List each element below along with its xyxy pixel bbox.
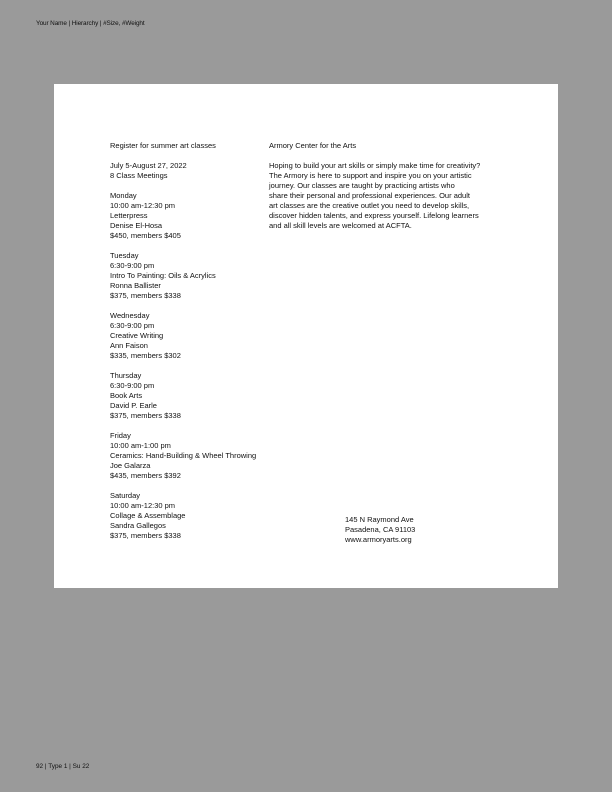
org-description (269, 141, 524, 231)
session-course: Collage & Assemblage (110, 511, 186, 520)
page-footer: 92 | Type 1 | Su 22 (36, 763, 90, 770)
session-course: Ceramics: Hand-Building & Wheel Throwing (110, 451, 257, 460)
session-price: $375, members $338 (110, 291, 181, 300)
description-line: discover hidden talents, and express yourself. Lifelong learners (269, 211, 479, 220)
session-price: $450, members $405 (110, 231, 181, 240)
session-price: $435, members $392 (110, 471, 181, 480)
session-time: 6:30-9:00 pm (110, 261, 155, 270)
website-url: www.armoryarts.org (345, 535, 412, 544)
description-line: and all skill levels are welcomed at ACFTA. (269, 221, 412, 230)
street-address: 145 N Raymond Ave (345, 515, 414, 524)
session-time: 6:30-9:00 pm (110, 321, 155, 330)
description-line: Hoping to build your art skills or simply make time for creativity? (269, 161, 481, 170)
session-course: Book Arts (110, 391, 143, 400)
session-day: Wednesday (110, 311, 150, 320)
document-page (54, 84, 558, 588)
session-instructor: Denise El-Hosa (110, 221, 163, 230)
session-day: Saturday (110, 491, 141, 500)
session-thursday (110, 371, 310, 421)
description-line: journey. Our classes are taught by practicing artists who (269, 181, 455, 190)
session-instructor: Sandra Gallegos (110, 521, 166, 530)
session-time: 10:00 am-12:30 pm (110, 201, 176, 210)
schedule-title: Register for summer art classes (110, 141, 216, 150)
session-price: $375, members $338 (110, 531, 181, 540)
session-day: Friday (110, 431, 131, 440)
session-day: Thursday (110, 371, 142, 380)
date-range: July 5-August 27, 2022 (110, 161, 187, 170)
session-price: $335, members $302 (110, 351, 181, 360)
org-name: Armory Center for the Arts (269, 141, 357, 150)
city-state-zip: Pasadena, CA 91103 (345, 525, 416, 534)
session-course: Creative Writing (110, 331, 164, 340)
session-wednesday (110, 311, 310, 361)
description-line: art classes are the creative outlet you need to develop skills, (269, 201, 470, 210)
running-header: Your Name | Hierarchy | #Size, #Weight (36, 20, 145, 27)
meeting-count: 8 Class Meetings (110, 171, 168, 180)
session-instructor: David P. Earle (110, 401, 157, 410)
address-block (345, 515, 415, 545)
session-friday (110, 431, 310, 481)
session-saturday (110, 491, 310, 541)
session-time: 6:30-9:00 pm (110, 381, 155, 390)
description-line: share their personal and professional experiences. Our adult (269, 191, 470, 200)
session-time: 10:00 am-12:30 pm (110, 501, 176, 510)
session-tuesday (110, 251, 310, 301)
session-day: Tuesday (110, 251, 139, 260)
session-course: Letterpress (110, 211, 148, 220)
session-instructor: Ronna Ballister (110, 281, 161, 290)
session-price: $375, members $338 (110, 411, 181, 420)
session-day: Monday (110, 191, 137, 200)
session-time: 10:00 am-1:00 pm (110, 441, 171, 450)
description-line: The Armory is here to support and inspire you on your artistic (269, 171, 472, 180)
session-course: Intro To Painting: Oils & Acrylics (110, 271, 216, 280)
session-instructor: Ann Faison (110, 341, 148, 350)
session-instructor: Joe Galarza (110, 461, 151, 470)
